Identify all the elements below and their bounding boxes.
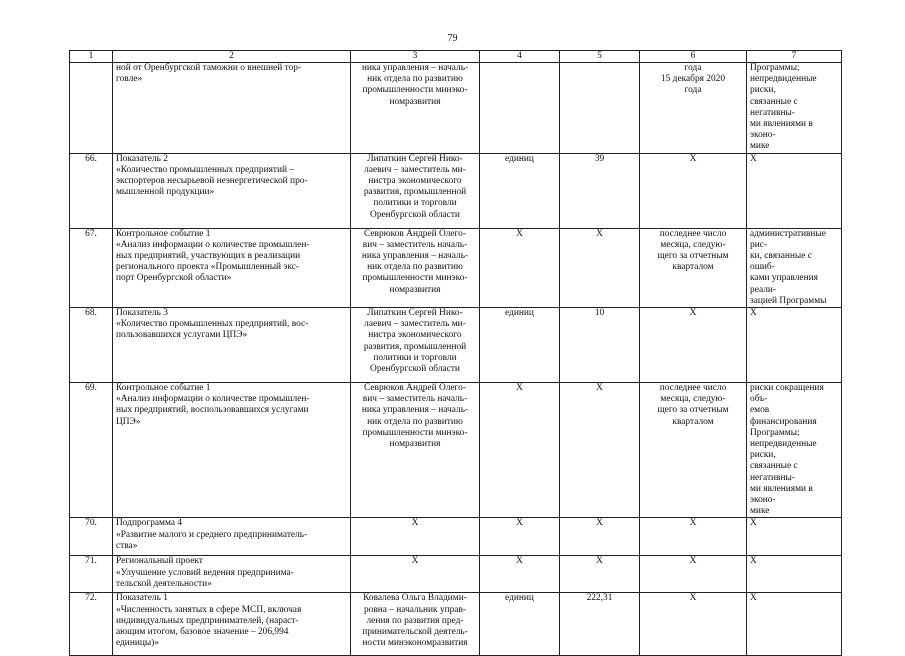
deadline: последнее число месяца, следую- щего за отчетным кварталом (640, 228, 747, 307)
unit (480, 63, 560, 154)
table-row (70, 153, 842, 228)
target-value (560, 63, 640, 154)
target-value: 10 (560, 308, 640, 383)
column-header: 3 (351, 51, 480, 63)
column-header: 7 (747, 51, 842, 63)
responsible-person: Севрюков Андрей Олего- вич – заместитель началь- ника управления – началь- ник отдела по развитию промышленности минэко- номразвития (351, 383, 480, 518)
column-header: 5 (560, 51, 640, 63)
table-row (70, 383, 842, 518)
deadline: X (640, 308, 747, 383)
unit: X (480, 383, 560, 518)
table-row (70, 63, 842, 154)
column-header: 2 (113, 51, 351, 63)
item-name: ной от Оренбургской таможни о внешней тор- говле» (113, 63, 351, 154)
row-number: 68. (70, 308, 113, 383)
column-header-row (70, 51, 842, 63)
row-number: 72. (70, 593, 113, 656)
deadline: X (640, 153, 747, 228)
risks: риски сокращения объ- емов финансирования Программы; непредвиденные риски, связанные с негативны- ми явлениями в эконо- мике (747, 383, 842, 518)
risks: X (747, 556, 842, 593)
responsible-person: Севрюков Андрей Олего- вич – заместитель началь- ника управления – началь- ник отдела по развитию промышленности минэко- номразвития (351, 228, 480, 307)
unit: единиц (480, 593, 560, 656)
deadline: последнее число месяца, следую- щего за отчетным кварталом (640, 383, 747, 518)
risks: X (747, 593, 842, 656)
deadline: года 15 декабря 2020 года (640, 63, 747, 154)
column-header: 4 (480, 51, 560, 63)
target-value: X (560, 518, 640, 556)
responsible-person: Липаткин Сергей Нико- лаевич – заместитель ми- нистра экономического развития, промышленной политики и торговли Оренбургской области (351, 153, 480, 228)
target-value: X (560, 556, 640, 593)
target-value: 222,31 (560, 593, 640, 656)
risks: Программы; непредвиденные риски, связанные с негативны- ми явлениями в эконо- мике (747, 63, 842, 154)
item-name: Показатель 3 «Количество промышленных предприятий, вос- пользовавшихся услугами ЦПЭ» (113, 308, 351, 383)
row-number (70, 63, 113, 154)
deadline: X (640, 556, 747, 593)
table-row (70, 518, 842, 556)
unit: X (480, 518, 560, 556)
target-value: 39 (560, 153, 640, 228)
deadline: X (640, 593, 747, 656)
item-name: Показатель 2 «Количество промышленных предприятий – экспортеров несырьевой неэнергетической про- мышленной продукции» (113, 153, 351, 228)
responsible-person: X (351, 556, 480, 593)
column-header: 1 (70, 51, 113, 63)
row-number: 69. (70, 383, 113, 518)
item-name: Подпрограмма 4 «Развитие малого и среднего предприниматель- ства» (113, 518, 351, 556)
plan-table (69, 50, 842, 656)
item-name: Региональный проект «Улучшение условий ведения предпринима- тельской деятельности» (113, 556, 351, 593)
unit: единиц (480, 153, 560, 228)
risks: административные рис- ки, связанные с ошиб- ками управления реали- зацией Программы (747, 228, 842, 307)
page-number: 79 (447, 33, 458, 44)
target-value: X (560, 228, 640, 307)
row-number: 67. (70, 228, 113, 307)
item-name: Контрольное событие 1 «Анализ информации о количестве промышлен- ных предприятий, участвующих в реализации регионального проекта «Промышленный экс- порт Оренбургской области» (113, 228, 351, 307)
item-name: Контрольное событие 1 «Анализ информации о количестве промышлен- ных предприятий, воспользовавшихся услугами ЦПЭ» (113, 383, 351, 518)
unit: единиц (480, 308, 560, 383)
item-name: Показатель 1 «Численность занятых в сфере МСП, включая индивидуальных предпринимателей, (нараст- ающим итогом, базовое значение – 206,994 единицы)» (113, 593, 351, 656)
row-number: 71. (70, 556, 113, 593)
table-row (70, 556, 842, 593)
responsible-person: ника управления – началь- ник отдела по развитию промышленности минэко- номразвития (351, 63, 480, 154)
responsible-person: Липаткин Сергей Нико- лаевич – заместитель ми- нистра экономического развития, промышленной политики и торговли Оренбургской области (351, 308, 480, 383)
target-value: X (560, 383, 640, 518)
table-body (70, 51, 842, 656)
row-number: 70. (70, 518, 113, 556)
risks: X (747, 153, 842, 228)
deadline: X (640, 518, 747, 556)
responsible-person: Ковалева Ольга Владими- ровна – начальник управ- ления по развития пред- принимательской деятель- ности минэкономразвития (351, 593, 480, 656)
row-number: 66. (70, 153, 113, 228)
risks: X (747, 308, 842, 383)
table-row (70, 593, 842, 656)
table-row (70, 308, 842, 383)
table-row (70, 228, 842, 307)
unit: X (480, 228, 560, 307)
column-header: 6 (640, 51, 747, 63)
unit: X (480, 556, 560, 593)
risks: X (747, 518, 842, 556)
responsible-person: X (351, 518, 480, 556)
